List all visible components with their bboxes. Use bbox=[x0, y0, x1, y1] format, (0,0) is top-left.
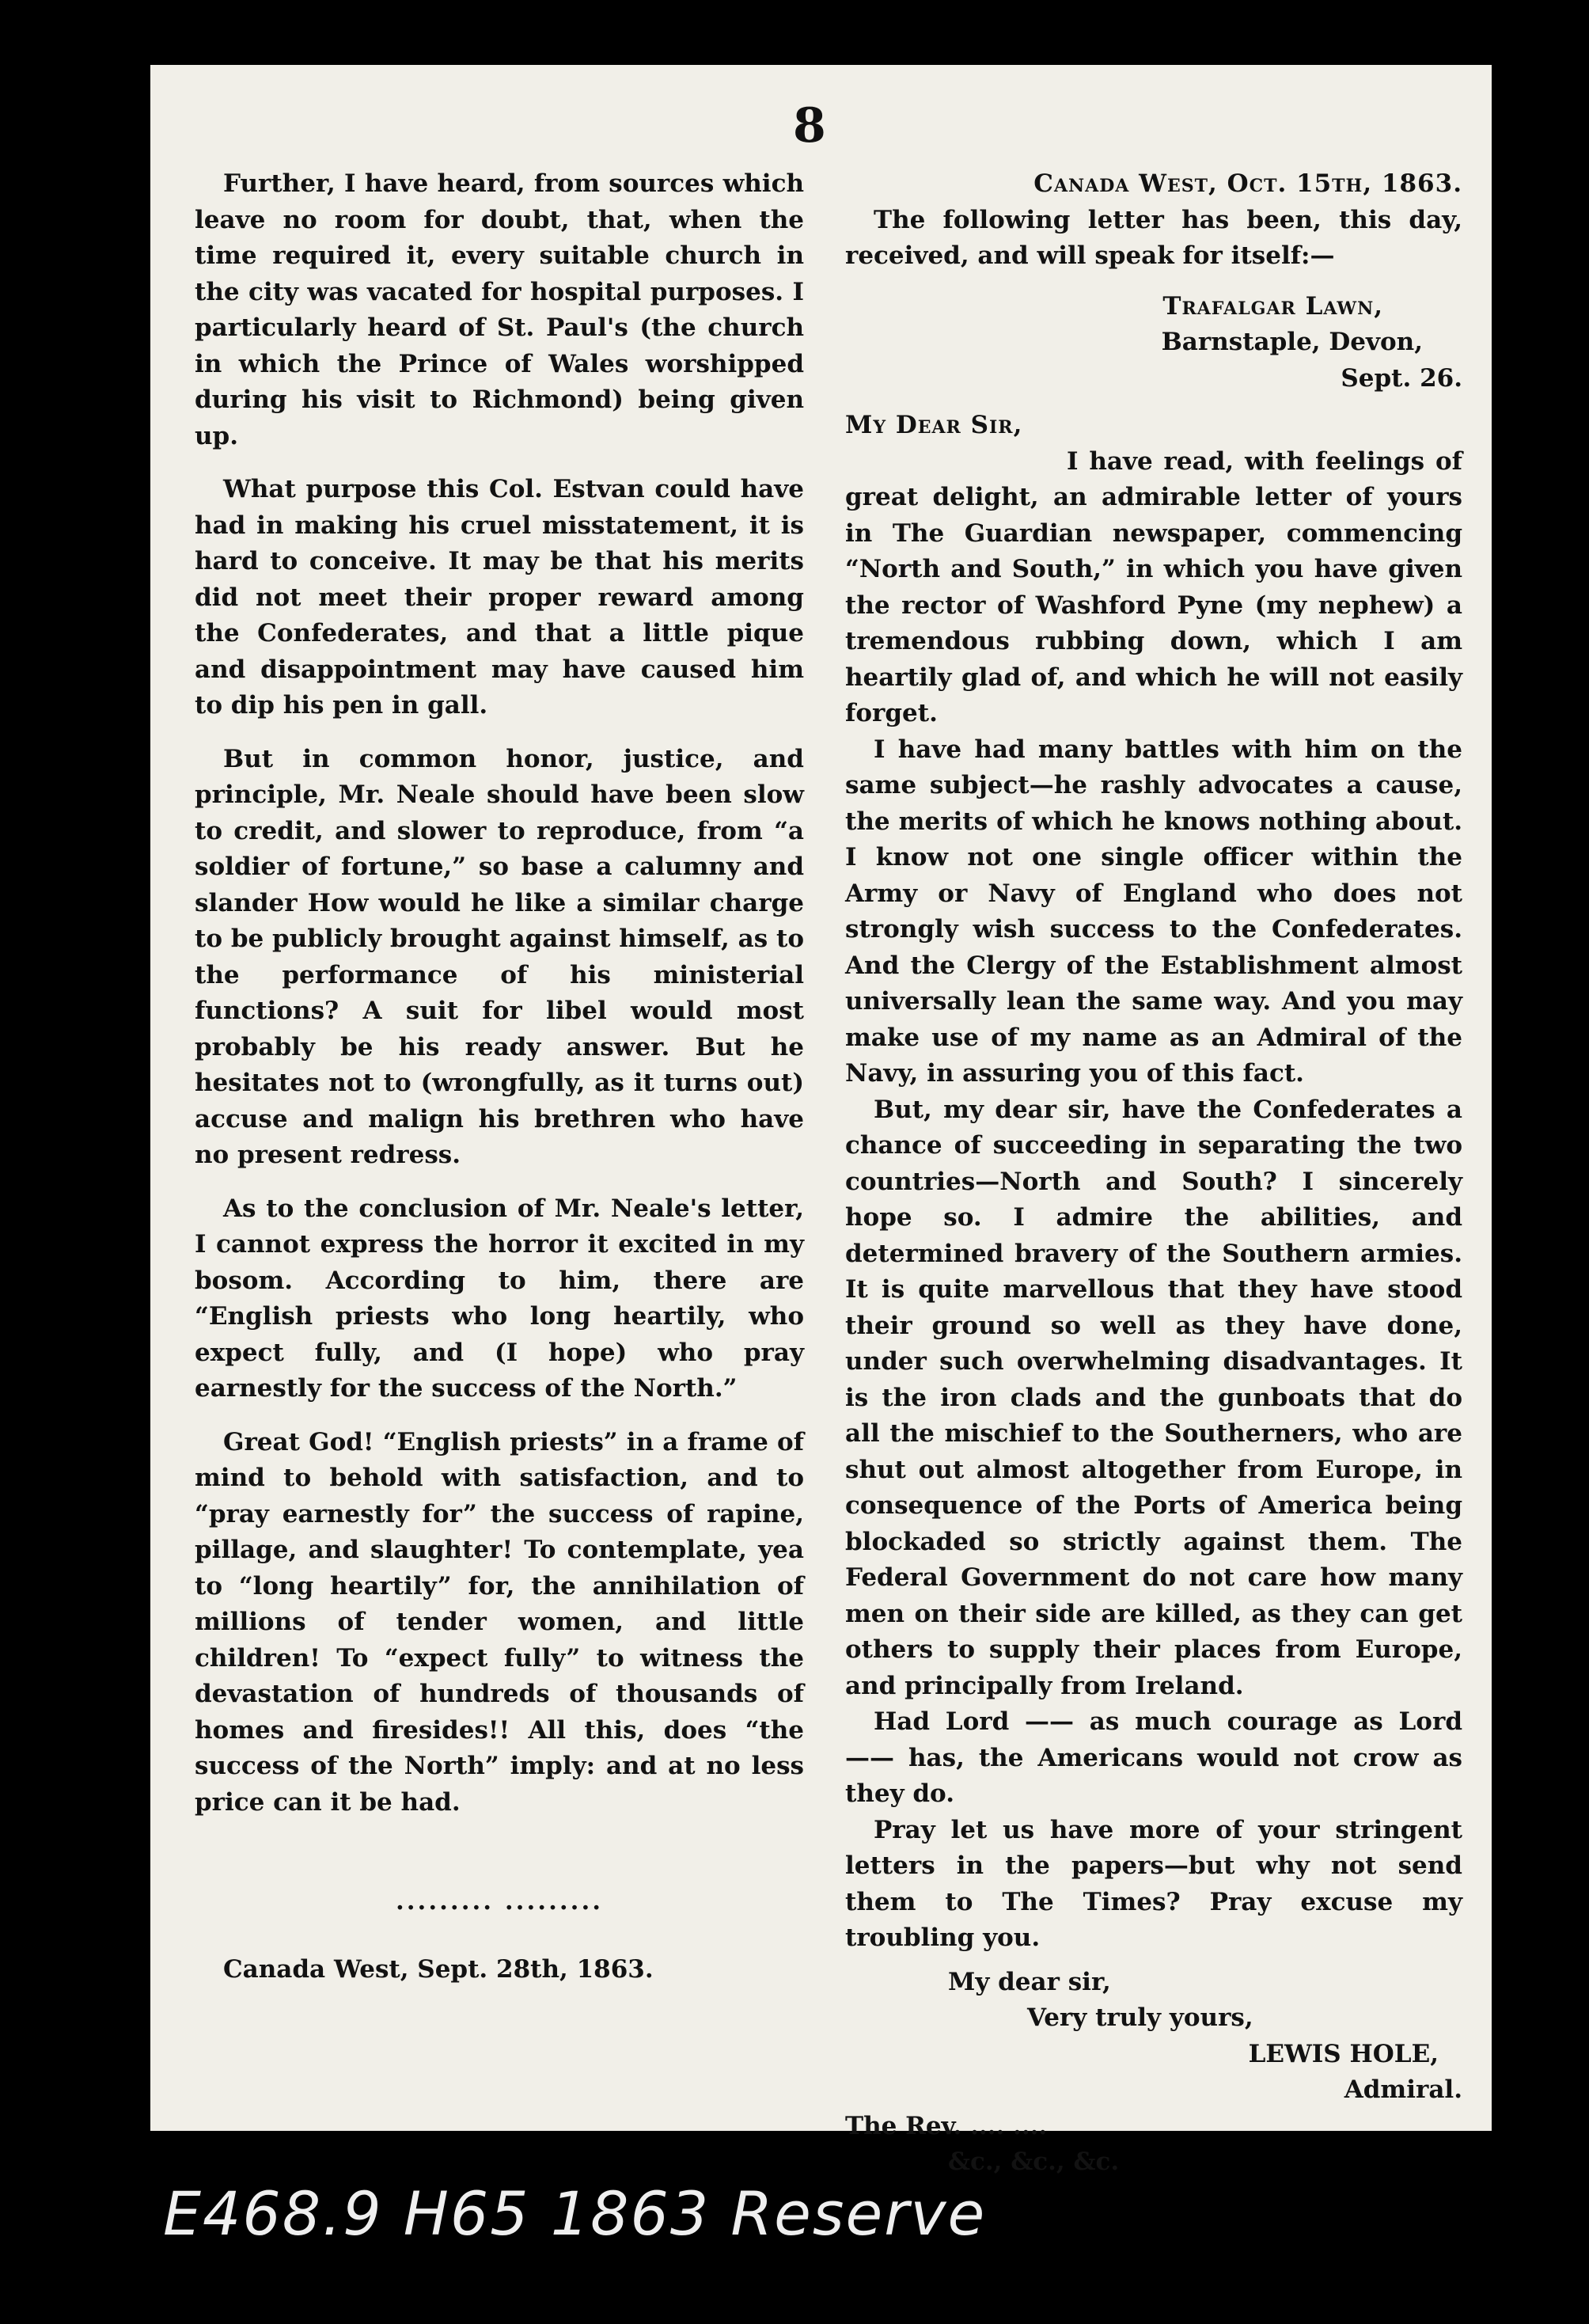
address-line-1: Trafalgar Lawn, bbox=[1162, 291, 1383, 321]
letter-signature-title: Admiral. bbox=[1344, 2075, 1462, 2104]
letter-etc: &c., &c., &c. bbox=[948, 2147, 1120, 2176]
separator-dots: ......... ......... bbox=[395, 1887, 604, 1916]
left-paragraph-3: But in common honor, justice, and principle, Mr. Neale should have been slow to credit, and slower to reproduce, from “a soldier of fortune,” so base a calumny and slander How would he like a similar charge to be publicly brought against himself, as to the performance of his ministerial functions? A suit for libel would most probably be his ready answer. But he hesitates not to (wrongfully, as it turns out) accuse and malign his brethren who have no present redress. bbox=[195, 744, 804, 1169]
left-paragraph-2: What purpose this Col. Estvan could have had in making his cruel misstatement, it is hard to conceive. It may be that his merits did not meet their proper reward among the Confederates, and that a little pique and disappointment may have caused him to dip his pen in gall. bbox=[195, 475, 804, 720]
letter-recipient: The Rev. .... .... bbox=[845, 2111, 1048, 2140]
right-column bbox=[845, 166, 1462, 2181]
handwritten-call-number: E468.9 H65 1863 Reserve bbox=[163, 2178, 987, 2249]
left-dateline: Canada West, Sept. 28th, 1863. bbox=[223, 1954, 654, 1984]
left-column bbox=[195, 166, 804, 1988]
letter-paragraph-1: I have read, with feelings of great delight, an admirable letter of yours in The Guardian newspaper, commencing “North and South,” in which you have given the rector of Washford Pyne (my nephew) a tremendous rubbing down, which I am heartily glad of, and which he will not easily forget. bbox=[845, 446, 1462, 727]
letter-closing-1: My dear sir, bbox=[948, 1967, 1111, 1996]
letter-paragraph-5: Pray let us have more of your stringent letters in the papers—but why not send them to The Times? Pray excuse my troubling you. bbox=[845, 1815, 1462, 1952]
page-number: 8 bbox=[793, 98, 826, 154]
left-paragraph-4: As to the conclusion of Mr. Neale's letter, I cannot express the horror it excited in my bosom. According to him, there are “English priests who long heartily, who expect fully, and (I hope) who pray earnestly for the success of the North.” bbox=[195, 1194, 804, 1403]
document-page bbox=[150, 65, 1492, 2176]
left-paragraph-5: Great God! “English priests” in a frame of mind to behold with satisfaction, and to “pray earnestly for” the success of rapine, pillage, and slaughter! To contemplate, yea to “long heartily” for, the annihilation of millions of tender women, and little children! To “expect fully” to witness the devastation of hundreds of thousands of homes and firesides!! All this, does “the success of the North” imply: and at no less price can it be had. bbox=[195, 1427, 804, 1817]
address-line-3: Sept. 26. bbox=[1341, 363, 1462, 393]
address-line-2: Barnstaple, Devon, bbox=[1161, 328, 1423, 356]
letter-paragraph-4: Had Lord —— as much courage as Lord —— has, the Americans would not crow as they do. bbox=[845, 1707, 1462, 1808]
letter-paragraph-3: But, my dear sir, have the Confederates a chance of succeeding in separating the two countries—North and South? I sincerely hope so. I admire the abilities, and determined bravery of the Southern armies. It is quite marvellous that they have stood their ground so well as they have done, under such overwhelming disadvantages. It is the iron clads and the gunboats that do all the mischief to the Southerners, who are shut out almost altogether from Europe, in consequence of the Ports of America being blockaded so strictly against them. The Federal Government do not care how many men on their side are killed, as they can get others to supply their places from Europe, and principally from Ireland. bbox=[845, 1095, 1462, 1700]
letter-paragraph-2: I have had many battles with him on the same subject—he rashly advocates a cause, the merits of which he knows nothing about. I know not one single officer within the Army or Navy of England who does not strongly wish success to the Confederates. And the Clergy of the Establishment almost universally lean the same way. And you may make use of my name as an Admiral of the Navy, in assuring you of this fact. bbox=[845, 735, 1462, 1088]
letter-closing-2: Very truly yours, bbox=[1027, 2003, 1253, 2032]
letter-intro: The following letter has been, this day, received, and will speak for itself:— bbox=[845, 205, 1462, 270]
letter-salutation: My Dear Sir, bbox=[845, 411, 1023, 439]
right-dateline: Canada West, Oct. 15th, 1863. bbox=[1033, 169, 1462, 198]
left-paragraph-1: Further, I have heard, from sources which leave no room for doubt, that, when the time required it, every suitable church in the city was vacated for hospital purposes. I particularly heard of St. Paul's (the church in which the Prince of Wales worshipped during his visit to Richmond) being given up. bbox=[195, 169, 804, 450]
letter-signature: LEWIS HOLE, bbox=[1248, 2039, 1439, 2068]
